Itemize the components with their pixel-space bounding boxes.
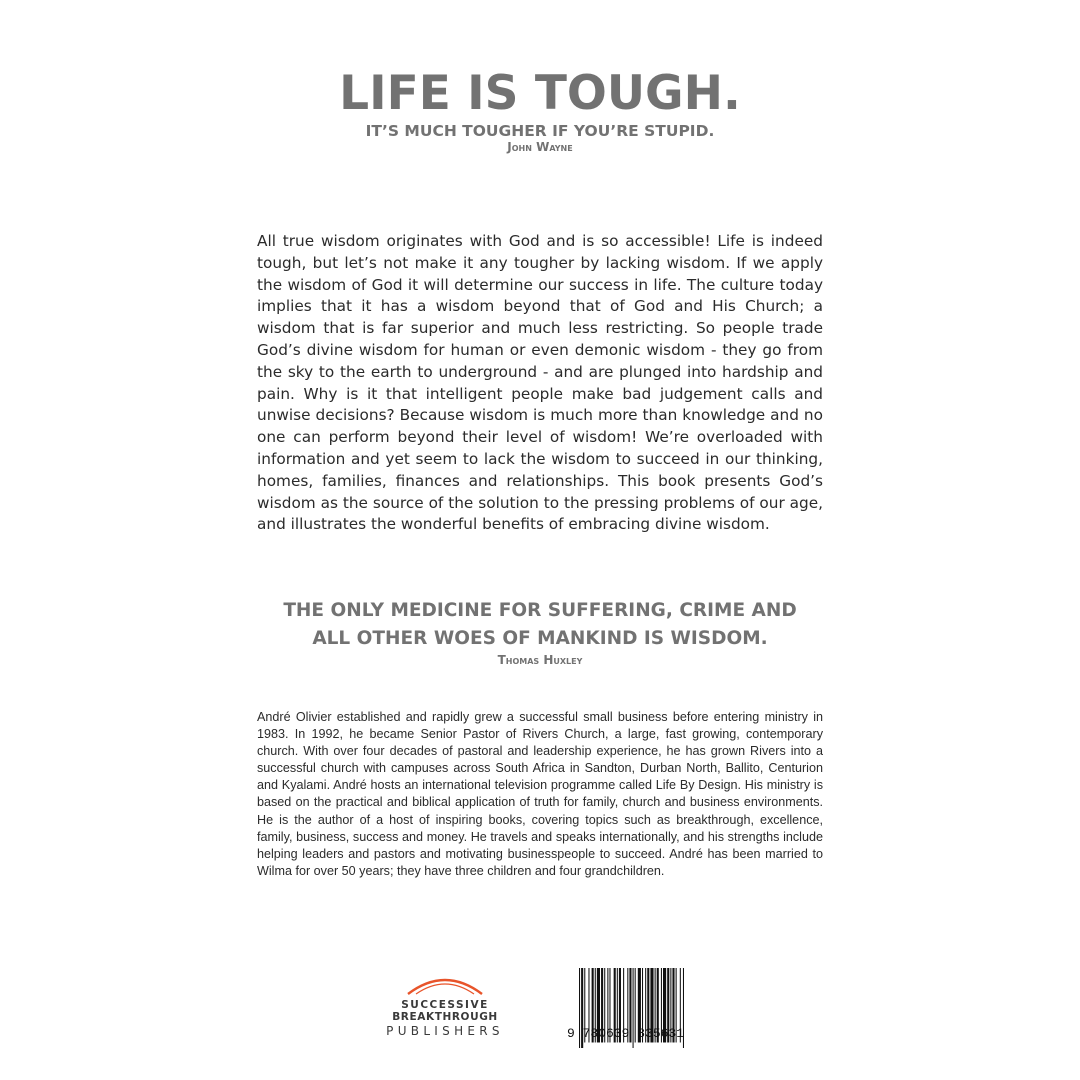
pull-quote-attribution: Thomas Huxley	[497, 653, 583, 667]
pull-quote-line-1: THE ONLY MEDICINE FOR SUFFERING, CRIME AND	[283, 600, 797, 621]
pull-quote	[0, 597, 1080, 653]
author-bio: André Olivier established and rapidly grew a successful small business before entering ministry in 1983. In 1992, he became Senior Pastor of Rivers Church, a large, fast growing, contemporary church. With over four decades of pastoral and leadership experience, he has grown Rivers into a successful church with campuses across South Africa in Sandton, Durban North, Ballito, Centurion and Kyalami. André hosts an international television programme called Life By Design. His ministry is based on the practical and biblical application of truth for family, church and business environments. He is the author of a host of inspiring books, covering topics such as breakthrough, excellence, family, business, success and money. He travels and speaks internationally, and his strengths include helping leaders and pastors and motivating businesspeople to succeed. André has been married to Wilma for over 50 years; they have three children and four grandchildren.	[257, 710, 823, 878]
publisher-logo	[360, 972, 530, 1044]
arc-logo-icon	[402, 972, 488, 998]
subhead-quote: IT’S MUCH TOUGHER IF YOU’RE STUPID.	[365, 122, 715, 140]
isbn-digits: 9 780639 835631	[567, 1026, 685, 1041]
headline: LIFE IS TOUGH.	[339, 66, 741, 121]
publisher-name-line-2: BREAKTHROUGH	[392, 1011, 498, 1023]
blurb-text: All true wisdom originates with God and is so accessible! Life is indeed tough, but let’s not make it any tougher by lacking wisdom. If we apply the wisdom of God it will determine our success in life. The culture today implies that it has a wisdom beyond that of God and His Church; a wisdom that is far superior and much less restricting. So people trade God’s divine wisdom for human or even demonic wisdom - they go from the sky to the earth to underground - and are plunged into hardship and pain. Why is it that intelligent people make bad judgement calls and unwise decisions? Because wisdom is much more than knowledge and no one can perform beyond their level of wisdom! We’re overloaded with information and yet seem to lack the wisdom to succeed in our thinking, homes, families, finances and relationships. This book presents God’s wisdom as the source of the solution to the pressing problems of our age, and illustrates the wonderful benefits of embracing divine wisdom.	[257, 232, 823, 534]
publisher-name-line-3: PUBLISHERS	[386, 1024, 504, 1038]
subhead-attribution: John Wayne	[507, 140, 573, 154]
publisher-name-line-1: SUCCESSIVE	[401, 999, 489, 1011]
pull-quote-line-2: ALL OTHER WOES OF MANKIND IS WISDOM.	[312, 628, 768, 649]
